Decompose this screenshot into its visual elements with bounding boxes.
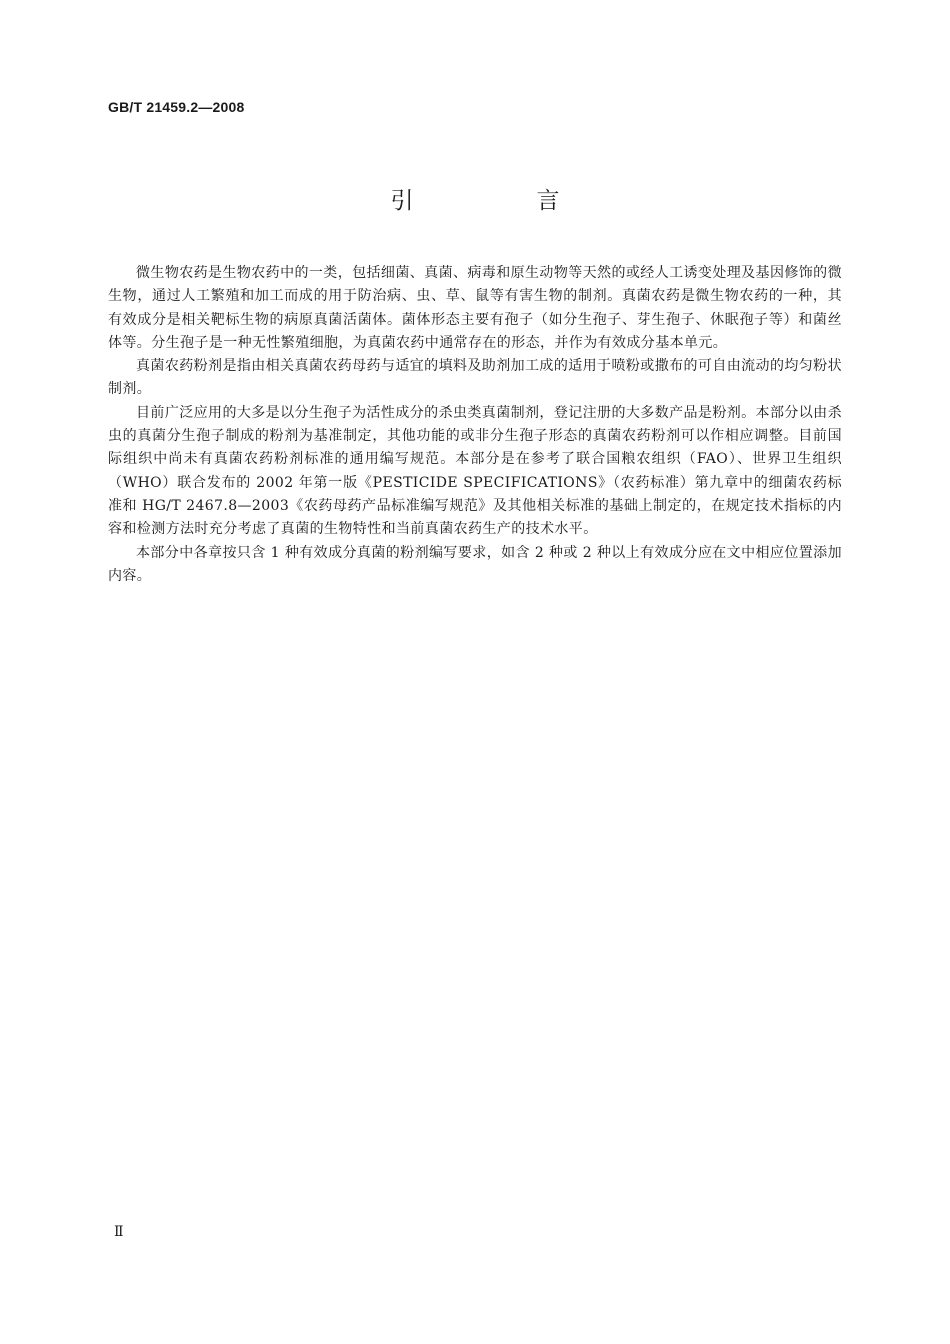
paragraph-4: 本部分中各章按只含 1 种有效成分真菌的粉剂编写要求，如含 2 种或 2 种以上有效成分应在文中相应位置添加内容。 <box>108 544 842 584</box>
paragraph-3: 目前广泛应用的大多是以分生孢子为活性成分的杀虫类真菌制剂，登记注册的大多数产品是粉剂。本部分以由杀虫的真菌分生孢子制成的粉剂为基准制定，其他功能的或非分生孢子形态的真菌农药粉剂可以作相应调整。目前国际组织中尚未有真菌农药粉剂标准的通用编写规范。本部分是在参考了联合国粮农组织（FAO）、世界卫生组织（WHO）联合发布的 2002 年第一版《PESTICIDE SPECIFICATIONS》（农药标准）第九章中的细菌农药标准和 HG/T 2467.8—2003《农药母药产品标准编写规范》及其他相关标准的基础上制定的，在规定技术指标的内容和检测方法时充分考虑了真菌的生物特性和当前真菌农药生产的技术水平。 <box>108 404 842 538</box>
page-number: Ⅱ <box>114 1224 124 1240</box>
paragraph-2: 真菌农药粉剂是指由相关真菌农药母药与适宜的填料及助剂加工成的适用于喷粉或撒布的可自由流动的均匀粉状制剂。 <box>108 358 842 398</box>
introduction-body <box>108 262 842 588</box>
standard-code: GB/T 21459.2—2008 <box>108 99 245 115</box>
page-title: 引 言 <box>390 188 610 214</box>
paragraph-1: 微生物农药是生物农药中的一类，包括细菌、真菌、病毒和原生动物等天然的或经人工诱变处理及基因修饰的微生物，通过人工繁殖和加工而成的用于防治病、虫、草、鼠等有害生物的制剂。真菌农药是微生物农药的一种，其有效成分是相关靶标生物的病原真菌活菌体。菌体形态主要有孢子（如分生孢子、芽生孢子、休眠孢子等）和菌丝体等。分生孢子是一种无性繁殖细胞，为真菌农药中通常存在的形态，并作为有效成分基本单元。 <box>108 265 842 351</box>
